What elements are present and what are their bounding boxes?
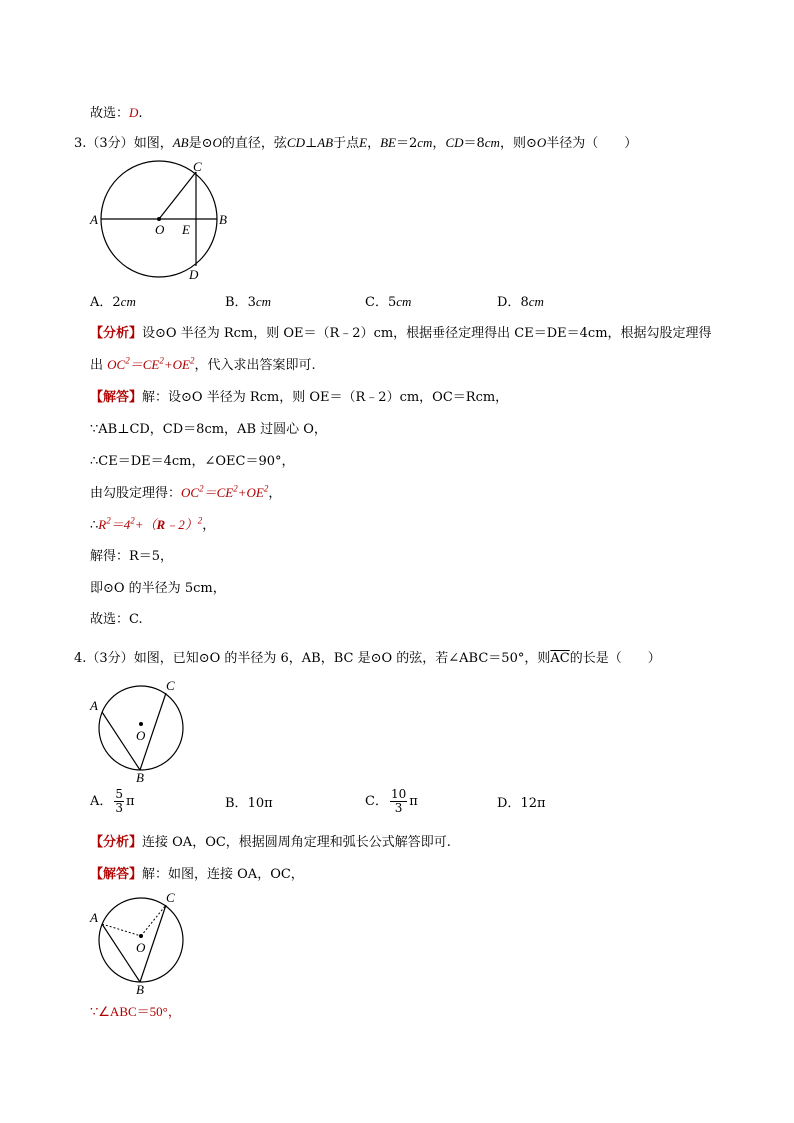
q3-option-c[interactable] — [365, 293, 411, 312]
q3-stem-text: ＝2 — [395, 136, 418, 151]
q3-solution-line6 — [90, 548, 173, 566]
q4-since-line — [90, 1003, 181, 1022]
q3-label-o: O — [155, 222, 165, 237]
q4-circle-figure — [88, 676, 198, 786]
solution-text: ∵AB⊥CD，CD＝8cm，AB 过圆心 O， — [90, 422, 327, 437]
q4-solution-label-o: O — [136, 940, 146, 955]
solution-tag: 【解答】 — [90, 390, 143, 405]
answer-letter: D — [129, 105, 139, 120]
q4-option-b[interactable] — [225, 795, 273, 813]
q4-solution-label-c: C — [166, 890, 175, 905]
option-unit: cm — [255, 294, 272, 309]
q3-stem-text: ，则⊙ — [499, 136, 537, 151]
q4-dashed-oa — [102, 924, 141, 936]
q4-stem-text: 如图，已知⊙O 的半径为 6，AB，BC 是⊙O 的弦，若∠ABC＝50°，则 — [133, 651, 551, 666]
option-pi: π — [126, 794, 135, 809]
solution-text: ， — [268, 486, 282, 501]
option-value: 10π — [247, 796, 273, 811]
q3-var: BE — [380, 135, 396, 150]
q3-circle-figure — [88, 158, 248, 288]
q3-stem-text: 于点 — [333, 136, 360, 151]
formula-r2: $R^2=4^2+(R﹣2)^2$ — [98, 515, 203, 532]
q4-dashed-oc — [141, 905, 166, 936]
option-value: 5 — [387, 295, 397, 310]
q4-number: 4. — [74, 651, 87, 666]
analysis-text: ，代入求出答案即可. — [194, 358, 316, 373]
solution-text: 解得：R＝5， — [90, 549, 174, 564]
q3-solution-line2 — [90, 421, 327, 439]
q4-solution-label-b: B — [136, 982, 144, 997]
q4-solution-figure — [88, 888, 198, 998]
q3-label-e: E — [182, 222, 190, 237]
q3-number: 3. — [74, 136, 87, 151]
q3-stem-text: 半径为（ ） — [546, 136, 638, 151]
q3-label-c: C — [193, 159, 202, 174]
q3-solution-line4 — [90, 484, 281, 503]
solution-text: 解：设⊙O 半径为 Rcm，则 OE＝（R﹣2）cm，OC＝Rcm， — [142, 390, 509, 405]
q3-var: O — [536, 135, 547, 150]
q3-solution-line3 — [90, 453, 295, 471]
option-value: 3 — [247, 295, 256, 310]
q3-stem-text: 是⊙ — [188, 136, 213, 151]
q3-var: CD — [286, 135, 305, 150]
option-fraction — [114, 788, 124, 815]
q3-stem-text: ， — [367, 136, 381, 151]
option-letter: B． — [225, 295, 248, 310]
analysis-tag: 【分析】 — [90, 326, 143, 341]
q3-stem-text: ， — [432, 136, 446, 151]
q3-var: AB — [172, 135, 189, 150]
q3-stem-text: ⊥ — [304, 136, 318, 151]
q4-label-c: C — [166, 678, 175, 693]
q3-label-a: A — [90, 212, 98, 227]
option-letter: D． — [497, 295, 521, 310]
solution-text: ， — [202, 518, 216, 533]
fraction-numerator: 10 — [390, 787, 407, 801]
option-letter: C． — [365, 295, 388, 310]
q3-stem-text: 如图， — [133, 136, 173, 151]
q4-solution-chord-ab — [102, 924, 140, 982]
option-unit: cm — [528, 294, 544, 309]
q4-stem-text: 的长是（ ） — [569, 651, 661, 666]
fraction-denominator: 3 — [115, 801, 124, 815]
solution-text: ∴CE＝DE＝4cm，∠OEC＝90°， — [90, 454, 295, 469]
solution-text: 故选：C. — [90, 612, 143, 627]
option-value: 12π — [520, 796, 546, 811]
q4-chord-ab — [102, 712, 140, 770]
q4-solution-line — [90, 866, 304, 884]
answer-suffix: . — [138, 106, 143, 121]
q4-analysis-line — [90, 834, 451, 852]
q3-solution-line5 — [90, 516, 215, 535]
q4-solution-label-a: A — [90, 910, 98, 925]
analysis-tag: 【分析】 — [90, 835, 143, 850]
q4-label-a: A — [90, 698, 98, 713]
formula-oc2: $OC^2=CE^2+OE^2$ — [107, 355, 195, 372]
q3-unit: cm — [484, 135, 500, 150]
q4-option-d[interactable] — [497, 795, 546, 813]
q4-solution-center-dot — [139, 934, 143, 938]
solution-text: 由勾股定理得： — [90, 486, 182, 501]
q3-var: AB — [317, 135, 334, 150]
solution-text: 即⊙O 的半径为 5cm， — [90, 581, 226, 596]
option-fraction — [390, 788, 407, 815]
q4-center-dot — [139, 722, 143, 726]
option-letter: B． — [225, 796, 248, 811]
q3-unit: cm — [417, 135, 433, 150]
q4-option-a[interactable] — [90, 788, 135, 815]
solution-tag: 【解答】 — [90, 867, 143, 882]
q4-label-b: B — [136, 770, 144, 785]
q4-option-c[interactable] — [365, 788, 418, 815]
therefore-symbol: ∴ — [90, 518, 99, 533]
q3-stem-text: ＝8 — [463, 136, 485, 151]
analysis-text: 出 — [90, 358, 108, 373]
answer-prefix: 故选： — [90, 106, 130, 121]
q3-label-d: D — [189, 267, 199, 282]
analysis-text: 连接 OA，OC，根据圆周角定理和弧长公式解答即可. — [142, 835, 451, 850]
q3-label-b: B — [219, 212, 227, 227]
formula-pythagoras: $OC^2=CE^2+OE^2$ — [181, 483, 269, 500]
option-value: 8 — [520, 295, 529, 310]
q3-solution-line8 — [90, 611, 143, 629]
solution-text: 解：如图，连接 OA，OC， — [142, 867, 304, 882]
fraction-numerator: 5 — [115, 787, 124, 801]
q3-score: （3分） — [86, 136, 134, 151]
q3-solution-line7 — [90, 580, 226, 598]
q3-radius-oc — [159, 172, 196, 219]
option-value: 2 — [112, 295, 121, 310]
q3-stem-text: 的直径，弦 — [221, 136, 287, 151]
q3-option-b[interactable] — [225, 293, 271, 312]
option-letter: D． — [497, 796, 521, 811]
q4-label-o: O — [136, 728, 146, 743]
q3-option-d[interactable] — [497, 293, 544, 312]
option-unit: cm — [396, 294, 412, 309]
option-pi: π — [409, 794, 418, 809]
q3-solution-line1 — [90, 389, 508, 407]
q3-analysis-line1 — [90, 325, 712, 343]
q3-var: CD — [445, 135, 464, 150]
q3-var: O — [212, 135, 222, 150]
q3-var: E — [359, 135, 368, 150]
q3-analysis-line2 — [90, 356, 316, 375]
q4-arc-ac: $\overline{AC}$ — [550, 651, 570, 666]
q3-center-dot — [157, 217, 161, 221]
analysis-text: 设⊙O 半径为 Rcm，则 OE＝（R﹣2）cm，根据垂径定理得出 CE＝DE＝4cm，根据勾股定理得 — [142, 326, 712, 341]
fraction-denominator: 3 — [394, 801, 403, 815]
option-letter: C． — [365, 794, 388, 809]
q3-stem — [74, 134, 637, 153]
option-letter: A． — [90, 794, 113, 809]
option-unit: cm — [120, 294, 136, 309]
since-text: ∵∠ABC＝50°， — [90, 1004, 181, 1019]
q3-option-a[interactable] — [90, 293, 136, 312]
q4-score: （3分） — [86, 651, 134, 666]
q4-stem — [74, 650, 661, 668]
option-letter: A． — [90, 295, 113, 310]
top-answer-line — [90, 104, 143, 123]
